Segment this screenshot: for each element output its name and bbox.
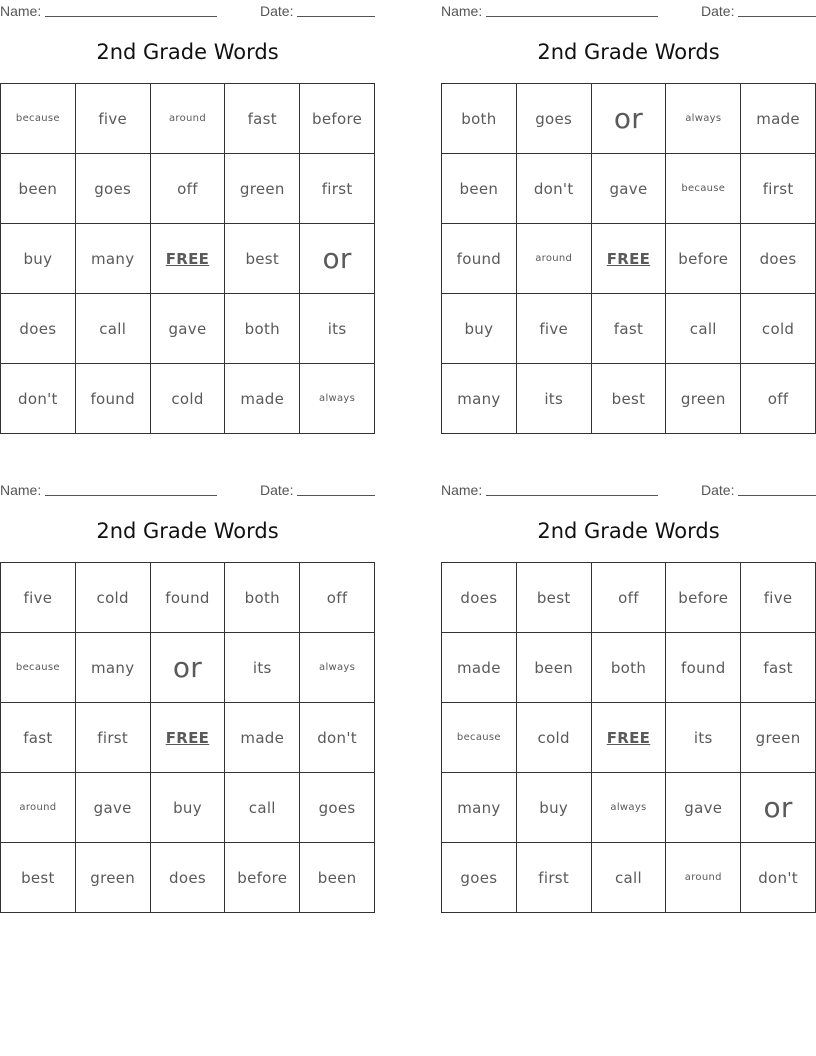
word-cell: gave: [151, 294, 226, 364]
word-cell: best: [592, 364, 667, 434]
word-cell: call: [666, 294, 741, 364]
card-header: [0, 0, 375, 22]
word-cell: call: [592, 843, 667, 913]
word-cell: before: [666, 224, 741, 294]
word-cell: best: [517, 563, 592, 633]
word-cell: first: [741, 154, 816, 224]
word-cell: five: [76, 84, 151, 154]
date-label: Date:: [260, 3, 294, 19]
name-field-line: [486, 16, 658, 17]
card-header: [441, 479, 816, 501]
word-cell: made: [225, 703, 300, 773]
name-field-line: [45, 16, 217, 17]
word-cell: because: [442, 703, 517, 773]
name-label: Name:: [441, 482, 483, 498]
date-field-line: [297, 495, 375, 496]
word-cell: or: [300, 224, 375, 294]
name-label: Name:: [0, 3, 42, 19]
word-cell: its: [225, 633, 300, 703]
word-cell: been: [300, 843, 375, 913]
name-field-line: [486, 495, 658, 496]
word-cell: goes: [300, 773, 375, 843]
word-cell: before: [225, 843, 300, 913]
date-field-line: [738, 16, 816, 17]
word-cell: don't: [1, 364, 76, 434]
word-cell: does: [1, 294, 76, 364]
word-cell: gave: [76, 773, 151, 843]
word-cell: made: [225, 364, 300, 434]
word-cell: don't: [300, 703, 375, 773]
bingo-grid: [0, 83, 375, 434]
word-cell: always: [592, 773, 667, 843]
word-cell: green: [741, 703, 816, 773]
word-cell: call: [76, 294, 151, 364]
bingo-grid: [0, 562, 375, 913]
word-cell: always: [300, 633, 375, 703]
word-cell: around: [517, 224, 592, 294]
date-label: Date:: [701, 482, 735, 498]
word-cell: does: [741, 224, 816, 294]
word-cell: both: [225, 294, 300, 364]
free-space-cell: FREE: [151, 224, 226, 294]
word-cell: because: [1, 84, 76, 154]
card-title: 2nd Grade Words: [537, 40, 720, 64]
word-cell: off: [741, 364, 816, 434]
word-cell: found: [666, 633, 741, 703]
date-label: Date:: [260, 482, 294, 498]
word-cell: green: [225, 154, 300, 224]
word-cell: fast: [741, 633, 816, 703]
word-cell: before: [666, 563, 741, 633]
word-cell: five: [1, 563, 76, 633]
word-cell: around: [1, 773, 76, 843]
word-cell: does: [442, 563, 517, 633]
word-cell: gave: [666, 773, 741, 843]
word-cell: both: [592, 633, 667, 703]
word-cell: fast: [592, 294, 667, 364]
card-header: [0, 479, 375, 501]
word-cell: always: [300, 364, 375, 434]
word-cell: best: [225, 224, 300, 294]
card-title: 2nd Grade Words: [537, 519, 720, 543]
word-cell: because: [666, 154, 741, 224]
word-cell: its: [517, 364, 592, 434]
word-cell: goes: [517, 84, 592, 154]
word-cell: don't: [741, 843, 816, 913]
word-cell: made: [741, 84, 816, 154]
free-space-cell: FREE: [592, 224, 667, 294]
word-cell: five: [741, 563, 816, 633]
word-cell: cold: [76, 563, 151, 633]
word-cell: been: [1, 154, 76, 224]
word-cell: many: [76, 633, 151, 703]
free-space-cell: FREE: [151, 703, 226, 773]
name-field-line: [45, 495, 217, 496]
word-cell: first: [517, 843, 592, 913]
bingo-grid: [441, 83, 816, 434]
word-cell: off: [300, 563, 375, 633]
bingo-card: [441, 479, 816, 913]
word-cell: call: [225, 773, 300, 843]
word-cell: both: [225, 563, 300, 633]
word-cell: before: [300, 84, 375, 154]
word-cell: been: [517, 633, 592, 703]
word-cell: cold: [741, 294, 816, 364]
word-cell: many: [76, 224, 151, 294]
word-cell: first: [300, 154, 375, 224]
word-cell: because: [1, 633, 76, 703]
word-cell: goes: [76, 154, 151, 224]
card-title: 2nd Grade Words: [96, 40, 279, 64]
word-cell: both: [442, 84, 517, 154]
bingo-card: [0, 479, 375, 913]
word-cell: around: [666, 843, 741, 913]
word-cell: its: [666, 703, 741, 773]
word-cell: cold: [151, 364, 226, 434]
word-cell: goes: [442, 843, 517, 913]
word-cell: green: [76, 843, 151, 913]
word-cell: buy: [151, 773, 226, 843]
word-cell: buy: [442, 294, 517, 364]
card-header: [441, 0, 816, 22]
word-cell: best: [1, 843, 76, 913]
word-cell: found: [442, 224, 517, 294]
word-cell: green: [666, 364, 741, 434]
word-cell: does: [151, 843, 226, 913]
date-field-line: [297, 16, 375, 17]
word-cell: found: [151, 563, 226, 633]
word-cell: don't: [517, 154, 592, 224]
word-cell: buy: [517, 773, 592, 843]
word-cell: cold: [517, 703, 592, 773]
free-space-cell: FREE: [592, 703, 667, 773]
bingo-card: [0, 0, 375, 434]
word-cell: fast: [225, 84, 300, 154]
word-cell: its: [300, 294, 375, 364]
word-cell: many: [442, 364, 517, 434]
word-cell: fast: [1, 703, 76, 773]
word-cell: many: [442, 773, 517, 843]
word-cell: five: [517, 294, 592, 364]
bingo-grid: [441, 562, 816, 913]
word-cell: off: [151, 154, 226, 224]
name-label: Name:: [0, 482, 42, 498]
word-cell: made: [442, 633, 517, 703]
word-cell: or: [151, 633, 226, 703]
word-cell: or: [592, 84, 667, 154]
word-cell: always: [666, 84, 741, 154]
word-cell: or: [741, 773, 816, 843]
card-title: 2nd Grade Words: [96, 519, 279, 543]
word-cell: buy: [1, 224, 76, 294]
name-label: Name:: [441, 3, 483, 19]
word-cell: found: [76, 364, 151, 434]
word-cell: been: [442, 154, 517, 224]
date-field-line: [738, 495, 816, 496]
bingo-card: [441, 0, 816, 434]
word-cell: gave: [592, 154, 667, 224]
word-cell: first: [76, 703, 151, 773]
date-label: Date:: [701, 3, 735, 19]
word-cell: off: [592, 563, 667, 633]
word-cell: around: [151, 84, 226, 154]
